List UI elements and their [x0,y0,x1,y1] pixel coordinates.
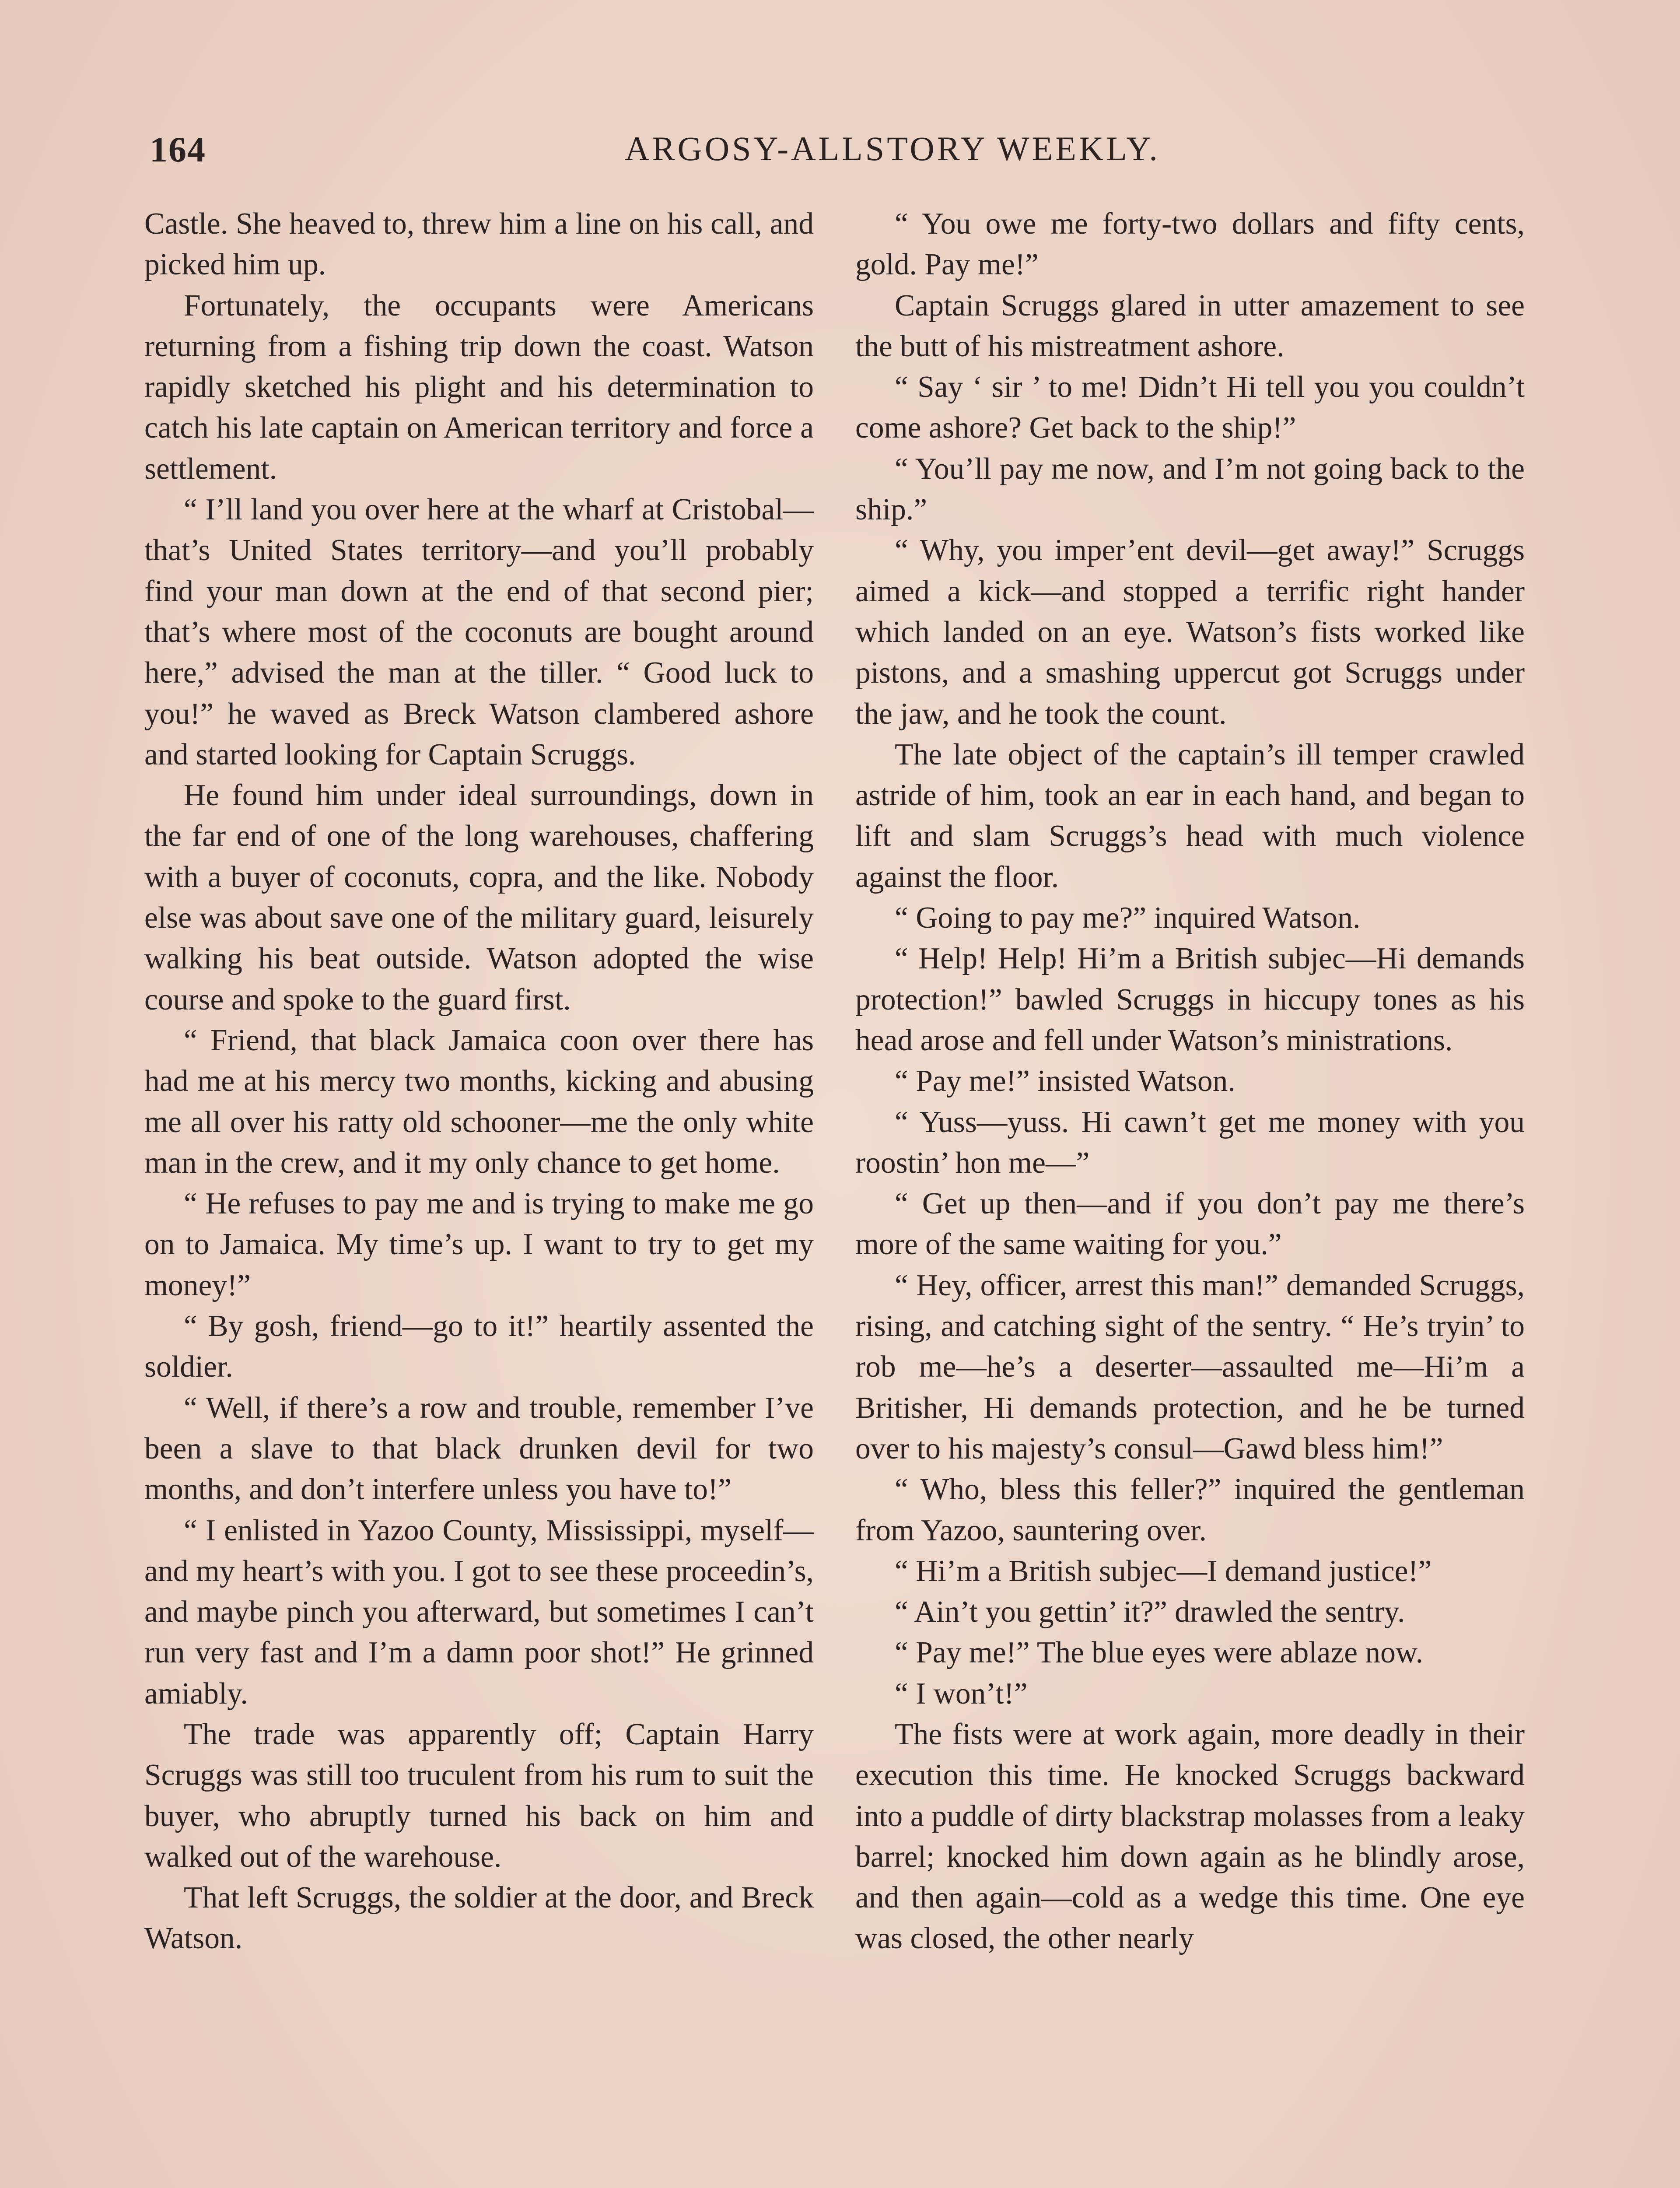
paragraph: He found him under ideal surroundings, down in the far end of one of the long warehouses, chaffering with a buyer of coconuts, copra, and the like. Nobody else was about save one of the military guard, leisurely walking his beat outside. Watson adopted the wise course and spoke to the guard first. [144,778,814,1017]
paragraph: Fortunately, the occupants were Americans returning from a fishing trip down the coast. Watson rapidly sketched his plight and his determination to catch his late captain on American territory and force a settlement. [144,288,814,486]
paragraph: The trade was apparently off; Captain Harry Scruggs was still too truculent from his rum to suit the buyer, who abruptly turned his back on him and walked out of the warehouse. [144,1717,814,1874]
paragraph: “ Who, bless this feller?” inquired the gentleman from Yazoo, sauntering over. [855,1473,1525,1547]
paragraph: “ You owe me forty-two dollars and fifty cents, gold. Pay me!” [855,207,1525,282]
paragraph: “ By gosh, friend—go to it!” heartily assented the soldier. [144,1309,814,1384]
paragraph: “ Going to pay me?” inquired Watson. [895,901,1361,935]
left-column [144,203,814,1959]
paragraph: “ I won’t!” [895,1676,1028,1711]
paragraph: “ Yuss—yuss. Hi cawn’t get me money with you roostin’ hon me—” [855,1105,1525,1180]
paragraph: “ Why, you imper’ent devil—get away!” Scruggs aimed a kick—and stopped a terrific right hander which landed on an eye. Watson’s fists worked like pistons, and a smashing uppercut got Scruggs under the jaw, and he took the count. [855,533,1525,731]
paragraph: “ Help! Help! Hi’m a British subjec—Hi demands protection!” bawled Scruggs in hiccupy tones as his head arose and fell under Watson’s ministrations. [855,942,1525,1057]
paragraph: “ I’ll land you over here at the wharf at Cristobal—that’s United States territory—and you’ll probably find your man down at the end of that second pier; that’s where most of the coconuts are bought around here,” advised the man at the tiller. “ Good luck to you!” he waved as Breck Watson clambered ashore and started looking for Captain Scruggs. [144,493,814,771]
paragraph: “ Get up then—and if you don’t pay me there’s more of the same waiting for you.” [855,1187,1525,1262]
running-title: ARGOSY-ALLSTORY WEEKLY. [625,130,1160,168]
paragraph: The late object of the captain’s ill temper crawled astride of him, took an ear in each hand, and began to lift and slam Scruggs’s head with much violence against the floor. [855,737,1525,894]
paragraph: Castle. She heaved to, threw him a line on his call, and picked him up. [144,207,814,282]
paragraph: “ Hi’m a British subjec—I demand justice!” [895,1554,1432,1588]
paragraph: “ Pay me!” insisted Watson. [895,1064,1236,1098]
paragraph: That left Scruggs, the soldier at the door, and Breck Watson. [144,1881,814,1956]
paragraph: “ Ain’t you gettin’ it?” drawled the sentry. [895,1595,1405,1629]
paragraph: The fists were at work again, more deadly in their execution this time. He knocked Scruggs backward into a puddle of dirty blackstrap molasses from a leaky barrel; knocked him down again as he blindly arose, and then again—cold as a wedge this time. One eye was closed, the other nearly [855,1717,1525,1956]
paragraph: “ I enlisted in Yazoo County, Mississippi, myself—and my heart’s with you. I got to see these proceedin’s, and maybe pinch you afterward, but sometimes I can’t run very fast and I’m a damn poor shot!” He grinned amiably. [144,1513,814,1711]
paragraph: “ Well, if there’s a row and trouble, remember I’ve been a slave to that black drunken devil for two months, and don’t interfere unless you have to!” [144,1391,814,1507]
right-column [855,203,1525,1959]
paragraph: “ Say ‘ sir ’ to me! Didn’t Hi tell you you couldn’t come ashore? Get back to the ship!” [855,370,1525,445]
paragraph: “ Pay me!” The blue eyes were ablaze now. [895,1636,1423,1670]
page-header [144,129,1571,182]
paragraph: “ Hey, officer, arrest this man!” demanded Scruggs, rising, and catching sight of the sentry. “ He’s tryin’ to rob me—he’s a deserter—assaulted me—Hi’m a Britisher, Hi demands protection, and he be turned over to his majesty’s consul—Gawd bless him!” [855,1268,1525,1466]
paragraph: “ You’ll pay me now, and I’m not going back to the ship.” [855,452,1525,527]
page-number: 164 [150,130,206,169]
paragraph: “ He refuses to pay me and is trying to make me go on to Jamaica. My time’s up. I want to try to get my money!” [144,1187,814,1302]
paragraph: “ Friend, that black Jamaica coon over there has had me at his mercy two months, kicking and abusing me all over his ratty old schooner—me the only white man in the crew, and it my only chance to get home. [144,1023,814,1180]
paragraph: Captain Scruggs glared in utter amazement to see the butt of his mistreatment ashore. [855,288,1525,363]
